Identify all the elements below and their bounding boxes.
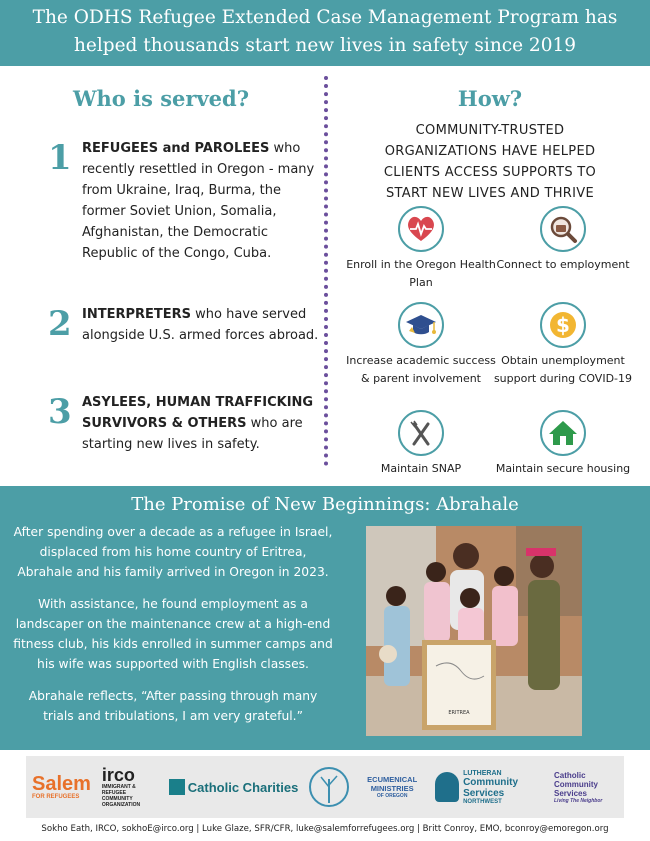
how-item-housing [488, 410, 638, 478]
who-desc-3: who are starting new lives in safety. [82, 416, 303, 452]
tree-logo [309, 765, 349, 809]
story-text [12, 522, 334, 738]
who-desc-2: who have served alongside U.S. armed forces abroad. [82, 307, 319, 343]
who-number-1: 1 [48, 138, 72, 178]
who-number-3: 3 [48, 392, 72, 432]
title-banner [0, 0, 650, 66]
lutheran-logo [435, 770, 543, 805]
how-label-employment: Connect to employment [496, 258, 630, 271]
irco-sub: IMMIGRANT & REFUGEE COMMUNITY ORGANIZATION [101, 784, 141, 808]
cross-icon [169, 779, 185, 795]
how-item-snap [346, 410, 496, 478]
ccs-tagline: Living The Neighbor [554, 797, 603, 804]
banner-line-2: helped thousands start new lives in safety since 2019 [73, 35, 577, 56]
house-icon [540, 410, 586, 456]
how-section [330, 66, 650, 486]
people-icon [435, 772, 459, 802]
who-text-2 [82, 304, 322, 346]
dollar-icon [540, 302, 586, 348]
irco-wordmark: irco [101, 765, 135, 785]
how-label-unemployment: Obtain unemployment support during COVID-19 [493, 354, 633, 385]
how-label-health: Enroll in the Oregon Health Plan [346, 258, 496, 289]
story-paragraph-1: After spending over a decade as a refugee in Israel, displaced from his home country of Eritrea, Abrahale and his family arrived in Oregon in 2023. [13, 525, 333, 579]
how-label-housing: Maintain secure housing [495, 462, 631, 475]
catholic-charities-wordmark: Catholic Charities [187, 779, 299, 795]
how-item-academic [346, 302, 496, 388]
lutheran-line-2: Community Services [463, 776, 519, 799]
partner-logos [26, 756, 624, 818]
salem-sub: FOR REFUGEES [32, 794, 80, 800]
lutheran-line-3: NORTHWEST [463, 798, 502, 805]
salem-logo [32, 774, 91, 800]
heart-pulse-icon [398, 206, 444, 252]
how-intro: COMMUNITY-TRUSTED ORGANIZATIONS HAVE HELPED CLIENTS ACCESS SUPPORTS TO START NEW LIVES AND THRIVE [383, 123, 597, 201]
column-divider [324, 76, 328, 466]
who-heading: Who is served? [72, 86, 250, 111]
svg-text:$: $ [556, 313, 570, 337]
who-bold-2: INTERPRETERS [82, 307, 192, 322]
irco-logo [102, 766, 158, 808]
contact-footer: Sokho Eath, IRCO, sokhoE@irco.org | Luke Glaze, SFR/CFR, luke@salemforrefugees.org | Britt Conroy, EMO, bconroy@emoregon.org [41, 824, 609, 834]
ccs-wordmark: Catholic Community Services [554, 770, 598, 798]
graduation-cap-icon [398, 302, 444, 348]
banner-line-1: The ODHS Refugee Extended Case Management Program has [32, 7, 618, 28]
story-paragraph-3: Abrahale reflects, “After passing through many trials and tribulations, I am very grateful.” [28, 689, 318, 723]
who-text-1 [82, 138, 322, 264]
tree-icon [309, 765, 349, 809]
who-section [0, 66, 322, 486]
story-title: The Promise of New Beginnings: Abrahale [131, 494, 519, 515]
how-item-employment [488, 206, 638, 274]
ecumenical-sub: OF OREGON [376, 793, 408, 799]
family-photo [366, 526, 582, 736]
job-search-icon [540, 206, 586, 252]
catholic-charities-logo [169, 779, 299, 795]
story-paragraph-2: With assistance, he found employment as a landscaper on the maintenance crew at a high-end fitness club, his kids enrolled in summer camps and his wife was supported with English classes. [13, 597, 333, 671]
who-bold-3: ASYLEES, HUMAN TRAFFICKING SURVIVORS & OTHERS [82, 395, 314, 431]
fork-knife-icon [398, 410, 444, 456]
ecumenical-wordmark: ECUMENICAL MINISTRIES [367, 775, 418, 793]
lutheran-line-1: LUTHERAN [463, 769, 502, 777]
who-text-3 [82, 392, 322, 455]
who-number-2: 2 [48, 304, 72, 344]
how-heading: How? [457, 86, 523, 111]
how-label-snap: Maintain SNAP [380, 462, 462, 475]
how-label-academic: Increase academic success & parent involvement [346, 354, 496, 385]
who-bold-1: REFUGEES and PAROLEES [82, 141, 270, 156]
how-item-unemployment [488, 302, 638, 388]
ccs-logo [554, 771, 618, 804]
who-desc-1: who recently resettled in Oregon - many from Ukraine, Iraq, Burma, the former Soviet Union, Somalia, Afghanistan, the Democratic Republic of the Congo, Cuba. [82, 141, 315, 261]
salem-wordmark: Salem [32, 773, 91, 795]
ecumenical-logo [360, 775, 424, 799]
how-item-health [346, 206, 496, 292]
map-caption: ERITREA [448, 710, 470, 716]
